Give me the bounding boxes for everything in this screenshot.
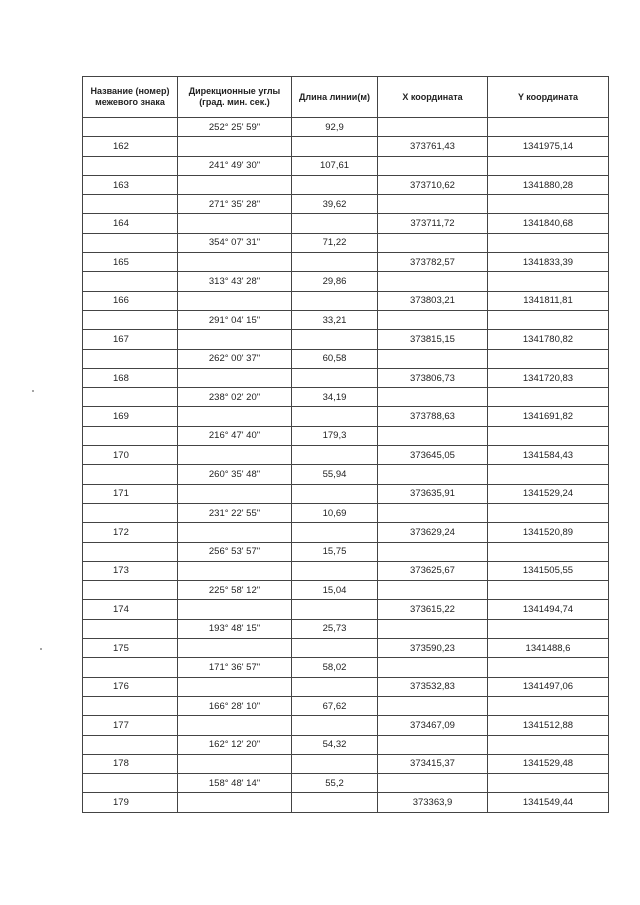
mark-number-cell: 174	[83, 600, 178, 619]
mark-spacer-cell	[178, 793, 292, 812]
direction-angle-cell: 291° 04' 15"	[178, 310, 292, 329]
mark-number-cell: 162	[83, 137, 178, 156]
mark-spacer-cell	[292, 407, 378, 426]
direction-angle-cell: 238° 02' 20"	[178, 388, 292, 407]
direction-angle-cell: 252° 25' 59"	[178, 118, 292, 137]
x-coordinate-cell: 373761,43	[378, 137, 488, 156]
line-length-cell: 58,02	[292, 658, 378, 677]
line-row	[83, 272, 609, 291]
y-coordinate-cell: 1341529,24	[488, 484, 609, 503]
line-spacer-cell	[488, 272, 609, 291]
line-row	[83, 696, 609, 715]
header-line-length: Длина линии(м)	[292, 77, 378, 118]
line-spacer-cell	[83, 581, 178, 600]
x-coordinate-cell: 373615,22	[378, 600, 488, 619]
y-coordinate-cell: 1341497,06	[488, 677, 609, 696]
y-coordinate-cell: 1341880,28	[488, 175, 609, 194]
mark-spacer-cell	[292, 214, 378, 233]
header-x-coordinate: X координата	[378, 77, 488, 118]
line-spacer-cell	[83, 735, 178, 754]
mark-spacer-cell	[292, 368, 378, 387]
mark-spacer-cell	[292, 175, 378, 194]
mark-spacer-cell	[292, 253, 378, 272]
line-spacer-cell	[83, 503, 178, 522]
line-spacer-cell	[83, 696, 178, 715]
mark-number-cell: 179	[83, 793, 178, 812]
line-row	[83, 310, 609, 329]
x-coordinate-cell: 373625,67	[378, 561, 488, 580]
mark-number-cell: 172	[83, 523, 178, 542]
x-coordinate-cell: 373645,05	[378, 446, 488, 465]
line-spacer-cell	[488, 349, 609, 368]
mark-number-cell	[83, 118, 178, 137]
line-row	[83, 735, 609, 754]
line-spacer-cell	[378, 388, 488, 407]
line-length-cell: 15,04	[292, 581, 378, 600]
line-spacer-cell	[488, 465, 609, 484]
x-coordinate-cell: 373415,37	[378, 754, 488, 773]
line-spacer-cell	[378, 735, 488, 754]
mark-row	[83, 716, 609, 735]
line-row	[83, 426, 609, 445]
mark-number-cell: 176	[83, 677, 178, 696]
line-row	[83, 156, 609, 175]
line-spacer-cell	[378, 658, 488, 677]
line-length-cell: 33,21	[292, 310, 378, 329]
table-header-row	[83, 77, 609, 118]
line-row	[83, 349, 609, 368]
scan-speck	[32, 390, 34, 392]
line-length-cell: 25,73	[292, 619, 378, 638]
line-spacer-cell	[83, 388, 178, 407]
mark-row	[83, 523, 609, 542]
y-coordinate-cell: 1341529,48	[488, 754, 609, 773]
mark-spacer-cell	[178, 716, 292, 735]
line-length-cell: 107,61	[292, 156, 378, 175]
line-length-cell: 15,75	[292, 542, 378, 561]
mark-row	[83, 754, 609, 773]
line-length-cell: 54,32	[292, 735, 378, 754]
y-coordinate-cell: 1341488,6	[488, 639, 609, 658]
direction-angle-cell: 162° 12' 20"	[178, 735, 292, 754]
direction-angle-cell: 231° 22' 55"	[178, 503, 292, 522]
direction-angle-cell: 158° 48' 14"	[178, 774, 292, 793]
header-y-coordinate: Y координата	[488, 77, 609, 118]
line-spacer-cell	[488, 619, 609, 638]
x-coordinate-cell: 373788,63	[378, 407, 488, 426]
mark-number-cell: 177	[83, 716, 178, 735]
mark-spacer-cell	[178, 253, 292, 272]
line-spacer-cell	[83, 310, 178, 329]
mark-row	[83, 600, 609, 619]
line-spacer-cell	[488, 426, 609, 445]
line-row	[83, 388, 609, 407]
mark-number-cell: 171	[83, 484, 178, 503]
mark-row	[83, 639, 609, 658]
line-spacer-cell	[488, 388, 609, 407]
direction-angle-cell: 260° 35' 48"	[178, 465, 292, 484]
header-mark-name: Название (номер) межевого знака	[83, 77, 178, 118]
x-coordinate-cell: 373815,15	[378, 330, 488, 349]
line-spacer-cell	[488, 233, 609, 252]
line-length-cell: 71,22	[292, 233, 378, 252]
mark-spacer-cell	[292, 677, 378, 696]
x-coordinate-cell: 373782,57	[378, 253, 488, 272]
direction-angle-cell: 241° 49' 30"	[178, 156, 292, 175]
line-spacer-cell	[83, 465, 178, 484]
line-length-cell: 179,3	[292, 426, 378, 445]
x-coordinate-cell: 373806,73	[378, 368, 488, 387]
line-spacer-cell	[83, 774, 178, 793]
direction-angle-cell: 262° 00' 37"	[178, 349, 292, 368]
x-coordinate-cell: 373635,91	[378, 484, 488, 503]
direction-angle-cell: 225° 58' 12"	[178, 581, 292, 600]
line-length-cell: 29,86	[292, 272, 378, 291]
x-coordinate-cell: 373363,9	[378, 793, 488, 812]
y-coordinate-cell: 1341975,14	[488, 137, 609, 156]
line-spacer-cell	[488, 658, 609, 677]
boundary-marks-table	[82, 76, 609, 813]
line-spacer-cell	[378, 542, 488, 561]
line-row	[83, 465, 609, 484]
line-spacer-cell	[488, 195, 609, 214]
line-spacer-cell	[488, 118, 609, 137]
mark-spacer-cell	[178, 446, 292, 465]
x-coordinate-cell: 373467,09	[378, 716, 488, 735]
line-spacer-cell	[488, 310, 609, 329]
mark-row	[83, 561, 609, 580]
mark-spacer-cell	[292, 291, 378, 310]
line-spacer-cell	[378, 503, 488, 522]
mark-row	[83, 484, 609, 503]
line-spacer-cell	[378, 696, 488, 715]
line-spacer-cell	[488, 735, 609, 754]
mark-number-cell: 173	[83, 561, 178, 580]
line-spacer-cell	[378, 581, 488, 600]
line-spacer-cell	[378, 272, 488, 291]
mark-number-cell: 163	[83, 175, 178, 194]
mark-spacer-cell	[292, 600, 378, 619]
y-coordinate-cell: 1341811,81	[488, 291, 609, 310]
line-spacer-cell	[378, 195, 488, 214]
direction-angle-cell: 271° 35' 28"	[178, 195, 292, 214]
mark-number-cell: 175	[83, 639, 178, 658]
line-spacer-cell	[488, 581, 609, 600]
mark-spacer-cell	[178, 330, 292, 349]
y-coordinate-cell: 1341691,82	[488, 407, 609, 426]
line-spacer-cell	[378, 426, 488, 445]
mark-row	[83, 214, 609, 233]
line-spacer-cell	[378, 233, 488, 252]
mark-number-cell: 178	[83, 754, 178, 773]
line-length-cell: 10,69	[292, 503, 378, 522]
mark-number-cell: 164	[83, 214, 178, 233]
mark-spacer-cell	[292, 793, 378, 812]
mark-spacer-cell	[178, 523, 292, 542]
direction-angle-cell: 313° 43' 28"	[178, 272, 292, 291]
line-spacer-cell	[83, 195, 178, 214]
mark-row	[83, 330, 609, 349]
mark-row	[83, 368, 609, 387]
line-spacer-cell	[83, 426, 178, 445]
line-spacer-cell	[378, 156, 488, 175]
mark-spacer-cell	[178, 677, 292, 696]
line-spacer-cell	[83, 658, 178, 677]
line-length-cell: 39,62	[292, 195, 378, 214]
mark-spacer-cell	[178, 561, 292, 580]
line-length-cell: 92,9	[292, 118, 378, 137]
mark-spacer-cell	[292, 639, 378, 658]
x-coordinate-cell: 373590,23	[378, 639, 488, 658]
line-length-cell: 60,58	[292, 349, 378, 368]
mark-spacer-cell	[292, 754, 378, 773]
line-spacer-cell	[488, 156, 609, 175]
mark-spacer-cell	[292, 716, 378, 735]
direction-angle-cell: 354° 07' 31"	[178, 233, 292, 252]
line-row	[83, 619, 609, 638]
mark-number-cell: 166	[83, 291, 178, 310]
direction-angle-cell: 193° 48' 15"	[178, 619, 292, 638]
mark-spacer-cell	[178, 291, 292, 310]
line-row	[83, 118, 609, 137]
mark-row	[83, 677, 609, 696]
mark-spacer-cell	[178, 754, 292, 773]
line-spacer-cell	[83, 272, 178, 291]
mark-row	[83, 291, 609, 310]
line-spacer-cell	[488, 774, 609, 793]
line-spacer-cell	[488, 503, 609, 522]
line-spacer-cell	[378, 774, 488, 793]
x-coordinate-cell: 373803,21	[378, 291, 488, 310]
mark-spacer-cell	[292, 561, 378, 580]
mark-spacer-cell	[292, 137, 378, 156]
line-row	[83, 658, 609, 677]
line-row	[83, 233, 609, 252]
line-row	[83, 195, 609, 214]
line-spacer-cell	[488, 542, 609, 561]
mark-row	[83, 446, 609, 465]
y-coordinate-cell: 1341840,68	[488, 214, 609, 233]
mark-spacer-cell	[292, 330, 378, 349]
mark-spacer-cell	[178, 214, 292, 233]
line-length-cell: 67,62	[292, 696, 378, 715]
line-row	[83, 774, 609, 793]
mark-number-cell: 170	[83, 446, 178, 465]
direction-angle-cell: 166° 28' 10"	[178, 696, 292, 715]
mark-row	[83, 137, 609, 156]
mark-spacer-cell	[178, 368, 292, 387]
line-spacer-cell	[83, 156, 178, 175]
line-spacer-cell	[83, 233, 178, 252]
mark-spacer-cell	[292, 446, 378, 465]
mark-spacer-cell	[178, 600, 292, 619]
mark-spacer-cell	[292, 484, 378, 503]
x-coordinate-cell: 373532,83	[378, 677, 488, 696]
line-spacer-cell	[378, 349, 488, 368]
line-spacer-cell	[378, 619, 488, 638]
x-coordinate-cell: 373710,62	[378, 175, 488, 194]
mark-spacer-cell	[178, 175, 292, 194]
line-spacer-cell	[378, 118, 488, 137]
line-length-cell: 34,19	[292, 388, 378, 407]
y-coordinate-cell: 1341720,83	[488, 368, 609, 387]
y-coordinate-cell: 1341520,89	[488, 523, 609, 542]
direction-angle-cell: 256° 53' 57"	[178, 542, 292, 561]
y-coordinate-cell: 1341549,44	[488, 793, 609, 812]
mark-spacer-cell	[178, 484, 292, 503]
header-direction-angle: Дирекционные углы (град. мин. сек.)	[178, 77, 292, 118]
mark-row	[83, 407, 609, 426]
mark-row	[83, 253, 609, 272]
x-coordinate-cell: 373629,24	[378, 523, 488, 542]
mark-spacer-cell	[178, 407, 292, 426]
line-length-cell: 55,2	[292, 774, 378, 793]
mark-number-cell: 169	[83, 407, 178, 426]
y-coordinate-cell: 1341833,39	[488, 253, 609, 272]
line-spacer-cell	[83, 619, 178, 638]
line-row	[83, 503, 609, 522]
mark-number-cell: 168	[83, 368, 178, 387]
y-coordinate-cell: 1341505,55	[488, 561, 609, 580]
mark-row	[83, 793, 609, 812]
line-spacer-cell	[83, 542, 178, 561]
line-spacer-cell	[488, 696, 609, 715]
y-coordinate-cell: 1341512,88	[488, 716, 609, 735]
line-row	[83, 581, 609, 600]
mark-row	[83, 175, 609, 194]
mark-spacer-cell	[178, 639, 292, 658]
mark-spacer-cell	[178, 137, 292, 156]
y-coordinate-cell: 1341780,82	[488, 330, 609, 349]
direction-angle-cell: 171° 36' 57"	[178, 658, 292, 677]
x-coordinate-cell: 373711,72	[378, 214, 488, 233]
direction-angle-cell: 216° 47' 40"	[178, 426, 292, 445]
scan-speck	[40, 648, 42, 650]
line-length-cell: 55,94	[292, 465, 378, 484]
mark-spacer-cell	[292, 523, 378, 542]
mark-number-cell: 165	[83, 253, 178, 272]
line-row	[83, 542, 609, 561]
mark-number-cell: 167	[83, 330, 178, 349]
table-body	[83, 118, 609, 813]
line-spacer-cell	[378, 310, 488, 329]
line-spacer-cell	[83, 349, 178, 368]
y-coordinate-cell: 1341494,74	[488, 600, 609, 619]
y-coordinate-cell: 1341584,43	[488, 446, 609, 465]
line-spacer-cell	[378, 465, 488, 484]
